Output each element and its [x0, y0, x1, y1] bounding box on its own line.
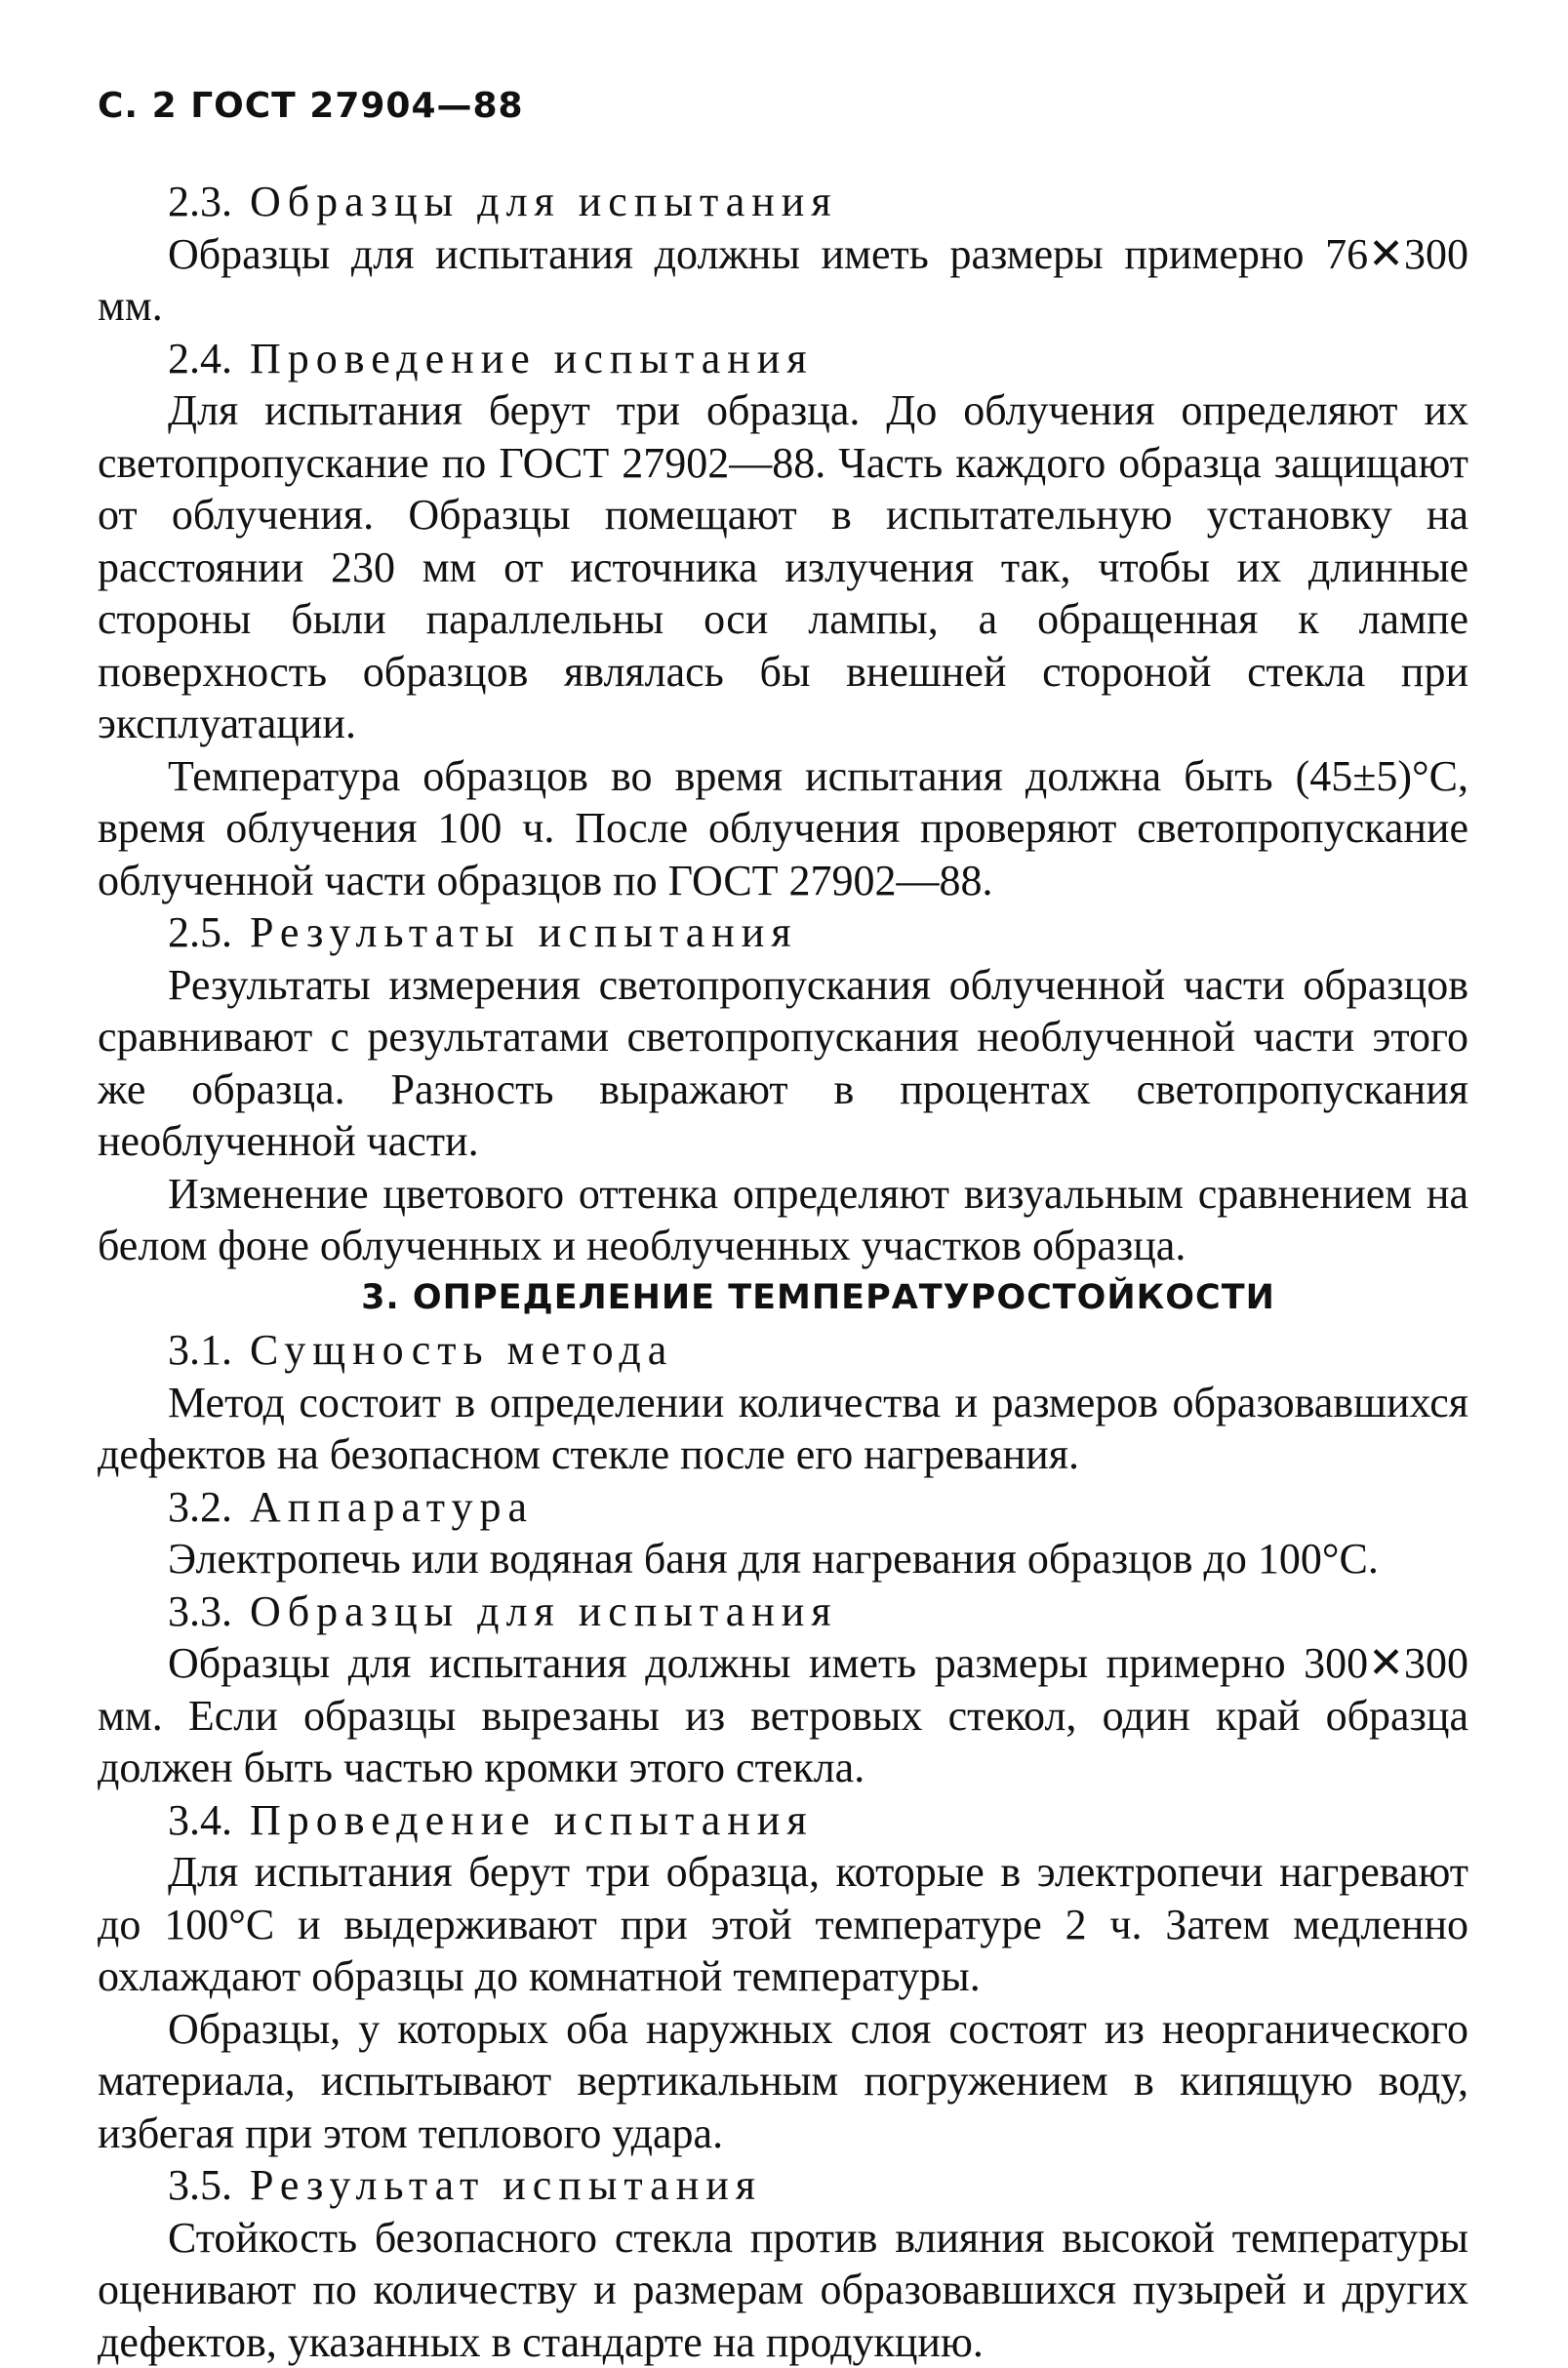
clause-3-4-paragraph-1: Для испытания берут три образца, которые в электропечи нагревают до 100°С и выдерживают при этой температуре 2 ч. Затем медленно охлаждают образцы до комнатной температуры.	[98, 1846, 1468, 2003]
section-3-title: 3. ОПРЕДЕЛЕНИЕ ТЕМПЕРАТУРОСТОЙКОСТИ	[98, 1272, 1468, 1325]
clause-3-2-text: Электропечь или водяная баня для нагревания образцов до 100°С.	[98, 1533, 1468, 1585]
clause-title: Образцы для испытания	[250, 1587, 838, 1635]
clause-number: 3.4.	[168, 1796, 232, 1844]
running-header: С. 2 ГОСТ 27904—88	[98, 86, 524, 126]
clause-2-5-paragraph-1: Результаты измерения светопропускания облученной части образцов сравнивают с результатами светопропускания необлученной части этого же образца. Разность выражают в процентах светопропускания необлученной части.	[98, 959, 1468, 1168]
clause-2-4-heading	[98, 333, 1468, 385]
clause-3-5-heading	[98, 2159, 1468, 2212]
clause-title: Аппаратура	[250, 1483, 534, 1531]
clause-number: 3.3.	[168, 1587, 232, 1635]
clause-3-1-heading	[98, 1324, 1468, 1377]
clause-2-3-heading	[98, 176, 1468, 228]
clause-2-5-heading	[98, 906, 1468, 959]
clause-2-5-paragraph-2: Изменение цветового оттенка определяют визуальным сравнением на белом фоне облученных и необлученных участков образца.	[98, 1168, 1468, 1272]
clause-3-4-heading	[98, 1794, 1468, 1847]
clause-number: 3.5.	[168, 2161, 232, 2209]
clause-3-3-heading	[98, 1585, 1468, 1638]
clause-3-5-text: Стойкость безопасного стекла против влияния высокой температуры оценивают по количеству и размерам образовавшихся пузырей и других дефектов, указанных в стандарте на продукцию.	[98, 2212, 1468, 2368]
clause-3-1-text: Метод состоит в определении количества и размеров образовавшихся дефектов на безопасном стекле после его нагревания.	[98, 1377, 1468, 1481]
clause-number: 3.1.	[168, 1326, 232, 1374]
clause-title: Проведение испытания	[250, 1796, 814, 1844]
clause-2-4-paragraph-1: Для испытания берут три образца. До облучения определяют их светопропускание по ГОСТ 27902—88. Часть каждого образца защищают от облучения. Образцы помещают в испытательную установку на расстоянии 230 мм от источника излучения так, чтобы их длинные стороны были параллельны оси лампы, а обращенная к лампе поверхность образцов являлась бы внешней стороной стекла при эксплуатации.	[98, 384, 1468, 750]
clause-number: 2.3.	[168, 178, 232, 225]
document-body	[98, 176, 1468, 2368]
clause-number: 2.5.	[168, 908, 232, 956]
clause-3-2-heading	[98, 1481, 1468, 1534]
clause-title: Результат испытания	[250, 2161, 762, 2209]
clause-3-4-paragraph-2: Образцы, у которых оба наружных слоя состоят из неорганического материала, испытывают вертикальным погружением в кипящую воду, избегая при этом теплового удара.	[98, 2003, 1468, 2160]
clause-title: Образцы для испытания	[250, 178, 838, 225]
clause-number: 2.4.	[168, 335, 232, 382]
clause-2-4-paragraph-2: Температура образцов во время испытания должна быть (45±5)°С, время облучения 100 ч. После облучения проверяют светопропускание облученной части образцов по ГОСТ 27902—88.	[98, 750, 1468, 907]
clause-title: Результаты испытания	[250, 908, 798, 956]
clause-title: Проведение испытания	[250, 335, 814, 382]
clause-3-3-text: Образцы для испытания должны иметь размеры примерно 300✕300 мм. Если образцы вырезаны из ветровых стекол, один край образца должен быть частью кромки этого стекла.	[98, 1637, 1468, 1794]
clause-title: Сущность метода	[250, 1326, 673, 1374]
clause-2-3-text: Образцы для испытания должны иметь размеры примерно 76✕300 мм.	[98, 228, 1468, 333]
clause-number: 3.2.	[168, 1483, 232, 1531]
